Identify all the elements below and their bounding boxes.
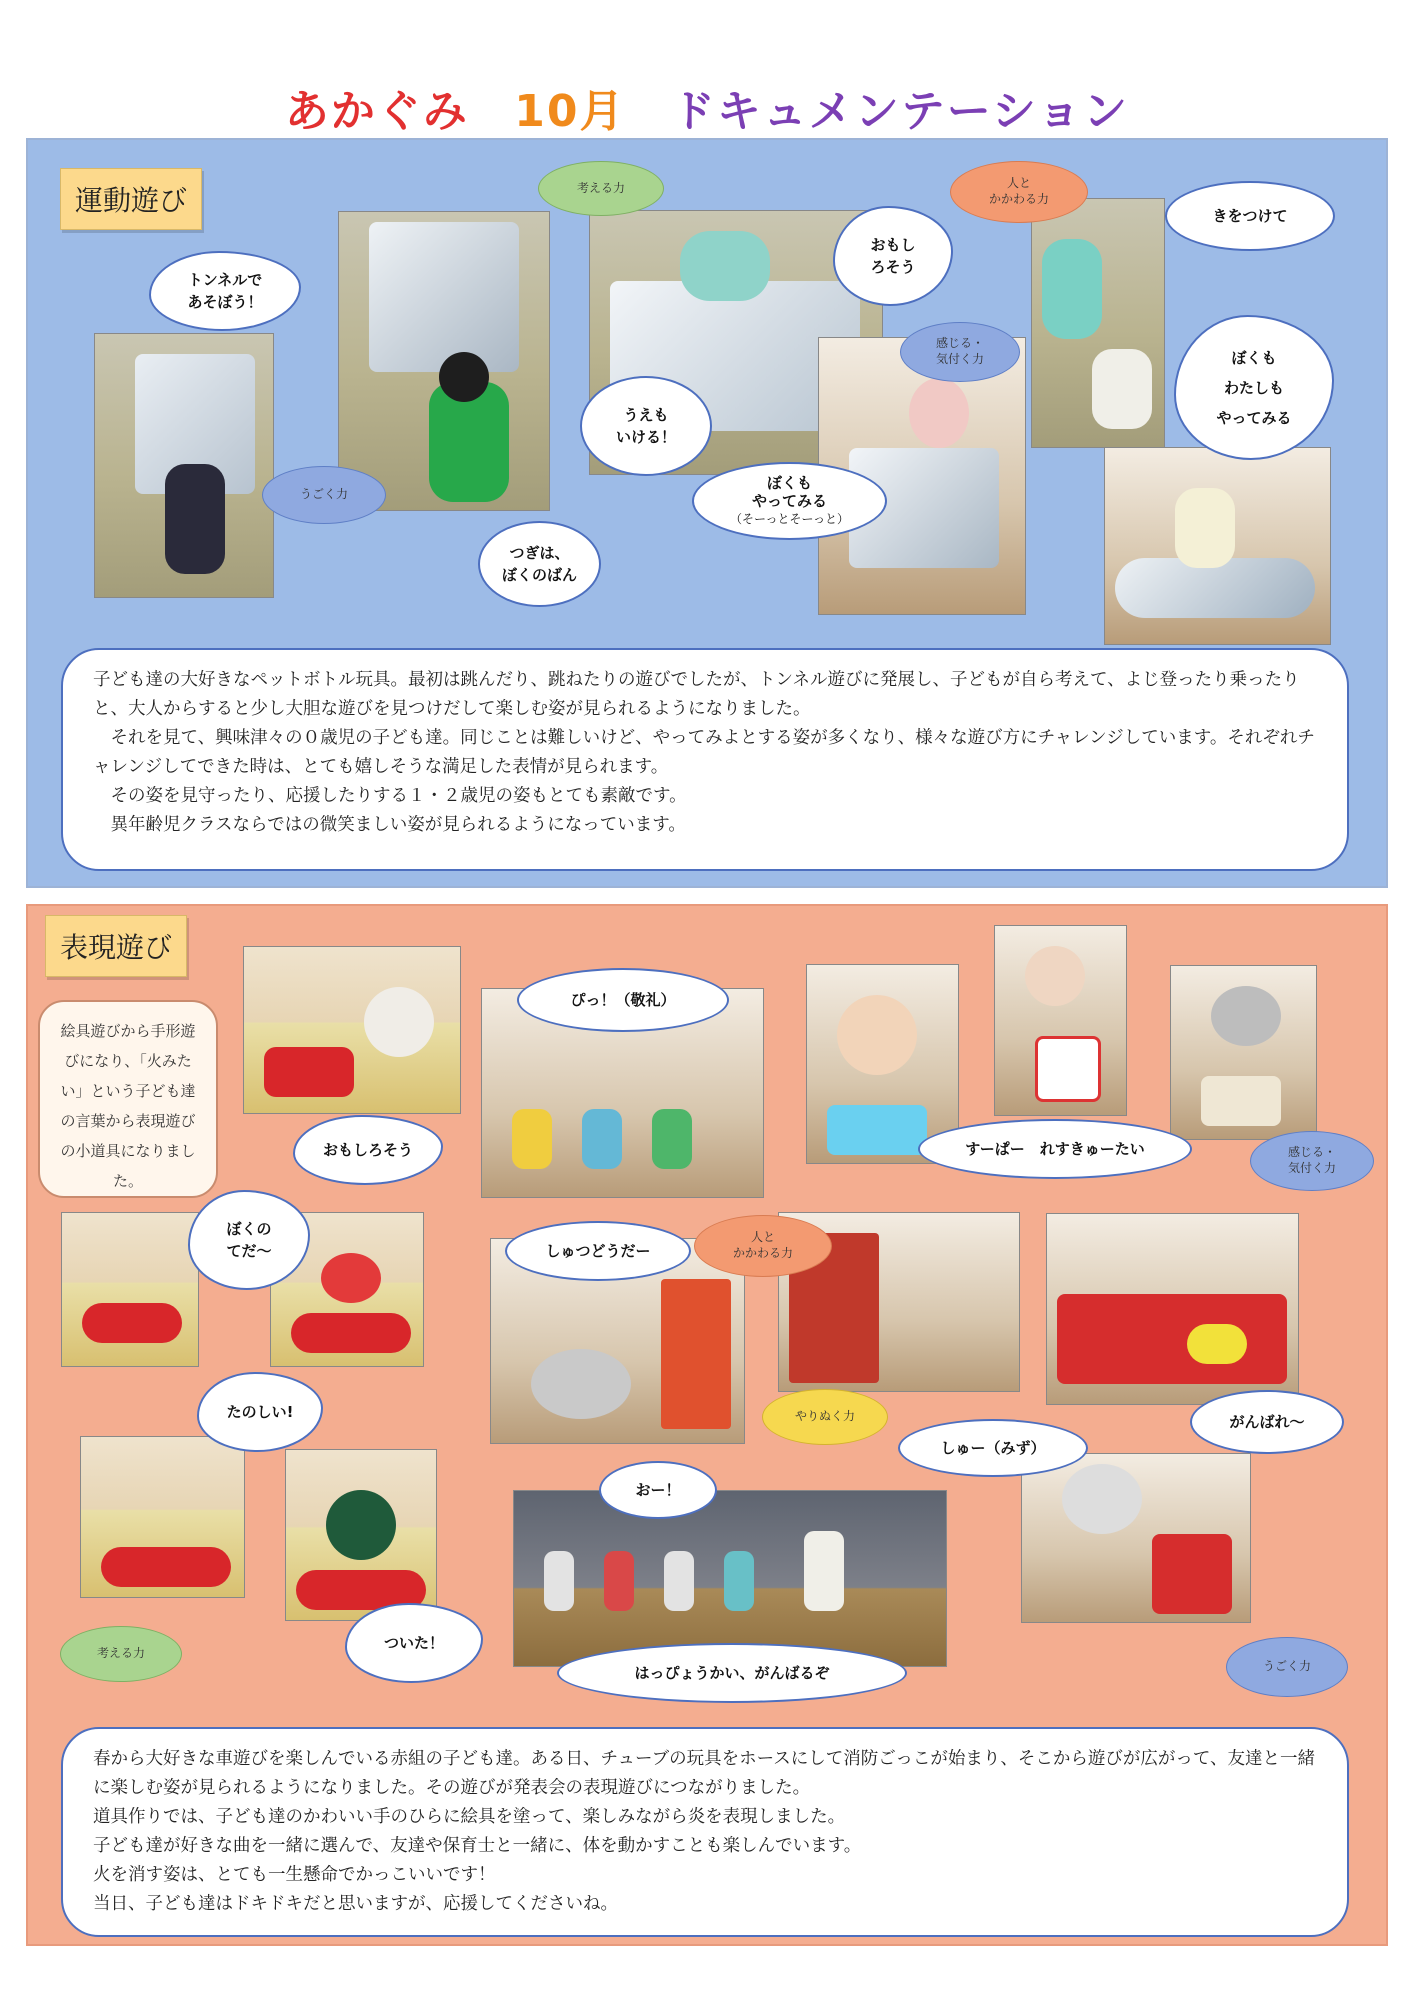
section-exercise-description: [61, 648, 1349, 871]
bubble-text: すーぱー れすきゅーたい: [965, 1139, 1145, 1158]
page-title: [0, 75, 1414, 139]
section-heading-exercise: 運動遊び: [60, 168, 202, 230]
description-paragraph: 子ども達の大好きなペットボトル玩具。最初は跳んだり、跳ねたりの遊びでしたが、トンネル遊びに発展し、子どもが自ら考えて、よじ登ったり乗ったりと、大人からすると少し大胆な遊びを見つけだして楽しむ姿が見られるようになりました。: [93, 670, 1300, 719]
tag-text: うごく力: [1262, 1659, 1311, 1674]
bubble-text: ついた！: [383, 1633, 444, 1652]
description-paragraph: それを見て、興味津々の０歳児の子ども達。同じことは難しいけど、やってみよとする姿が多くなり、様々な遊び方にチャレンジしています。それぞれチャレンジしてできた時は、とても嬉しそうな満足した表情が見られます。: [93, 728, 1315, 777]
bubble-text: はっぴょうかい、がんばるぞ: [634, 1663, 830, 1682]
photo-fire-truck-box: [994, 925, 1127, 1116]
bubble-text: うえも いける！: [615, 405, 676, 446]
photo-hose-spray: [1021, 1453, 1251, 1623]
photo-careful: [1031, 198, 1165, 448]
title-month: 10月: [514, 86, 626, 137]
photo-fire-truck-ride: [1046, 1213, 1299, 1405]
photo-handprint-boy: [61, 1212, 199, 1367]
tag-text: 人と かかわる力: [988, 176, 1049, 206]
tag-text: やりぬく力: [794, 1409, 855, 1424]
tag-text: 感じる・ 気付く力: [935, 336, 984, 366]
description-paragraph: その姿を見守ったり、応援したりする１・２歳児の姿もとても素敵です。: [110, 786, 687, 806]
photo-tunnel-crawl: [94, 333, 274, 598]
speech-bubble-my-turn: [478, 521, 601, 607]
skill-tag-relating-2: [694, 1215, 832, 1277]
skill-tag-moving-2: [1226, 1637, 1348, 1697]
photo-bottle-ring: [1104, 447, 1331, 645]
bubble-text: ぴっ！（敬礼）: [570, 990, 676, 1009]
speech-bubble-ooh: [599, 1461, 717, 1519]
photo-red-paint: [243, 946, 461, 1114]
tag-text: 考える力: [96, 1646, 145, 1661]
bubble-text: ぼくも わたしも やってみる: [1216, 348, 1292, 427]
bubble-text: たのしい!: [226, 1402, 294, 1421]
description-paragraph: 道具作りでは、子ども達のかわいい手のひらに絵具を塗って、楽しみながら炎を表現しました。: [93, 1807, 846, 1827]
photo-handprint-paper: [80, 1436, 245, 1598]
bubble-text: おー！: [635, 1480, 681, 1499]
photo-tunnel-wait: [338, 211, 550, 511]
bubble-text: ぼくも やってみる: [751, 474, 827, 510]
photo-handprint-green-shirt: [285, 1449, 437, 1621]
bubble-text: つぎは、 ぼくのばん: [501, 543, 577, 584]
skill-tag-sensing-2: [1250, 1131, 1374, 1191]
speech-bubble-water: [898, 1419, 1088, 1477]
description-paragraph: 異年齢児クラスならではの微笑ましい姿が見られるようになっています。: [110, 815, 686, 835]
bubble-text: トンネルで あそぼう！: [187, 270, 263, 311]
section-expression-description: [61, 1727, 1349, 1937]
bubble-text: おもしろそう: [322, 1140, 413, 1159]
speech-bubble-i-will-try: [692, 462, 887, 540]
speech-bubble-be-careful: [1165, 181, 1335, 251]
tag-text: 考える力: [576, 180, 625, 195]
skill-tag-relating: [950, 161, 1088, 223]
speech-bubble-salute: [517, 968, 729, 1032]
title-class-name: あかぐみ: [284, 86, 469, 137]
side-note-handprint: 絵具遊びから手形遊びになり、「火みたい」という子ども達の言葉から表現遊びの小道具になりました。: [38, 1000, 218, 1198]
skill-tag-sensing: [900, 322, 1020, 382]
bubble-text: おもし ろそう: [870, 235, 916, 276]
bubble-text: しゅー（みず）: [940, 1438, 1046, 1457]
speech-bubble-recital: [557, 1643, 907, 1703]
title-documentation: ドキュメンテーション: [670, 86, 1130, 137]
bubble-text: しゅつどうだー: [545, 1241, 651, 1260]
bubble-text: ぼくの てだ～: [226, 1219, 272, 1260]
skill-tag-thinking-2: [60, 1626, 182, 1682]
section-heading-expression: 表現遊び: [45, 915, 187, 977]
speech-bubble-go-for-it: [1190, 1390, 1344, 1454]
skill-tag-moving: [262, 466, 386, 524]
bubble-text: きをつけて: [1212, 206, 1288, 225]
description-paragraph: 当日、子ども達はドキドキだと思いますが、応援してくださいね。: [93, 1894, 618, 1914]
skill-tag-persistence: [762, 1389, 888, 1445]
skill-tag-thinking: [538, 161, 664, 216]
bubble-text: がんばれ～: [1229, 1412, 1305, 1431]
photo-stage-performance: [513, 1490, 947, 1667]
speech-bubble-can-go-up: [580, 376, 712, 476]
description-paragraph: 子ども達が好きな曲を一緒に選んで、友達や保育士と一緒に、体を動かすことも楽しんでいます。: [93, 1836, 862, 1856]
tag-text: うごく力: [299, 487, 348, 502]
photo-helmet-child: [1170, 965, 1317, 1140]
speech-bubble-super-rescue: [918, 1119, 1192, 1179]
description-paragraph: 火を消す姿は、とても一生懸命でかっこいいです！: [93, 1865, 496, 1885]
description-paragraph: 春から大好きな車遊びを楽しんでいる赤組の子ども達。ある日、チューブの玩具をホースにして消防ごっこが始まり、そこから遊びが広がって、友達と一緒に楽しむ姿が見られるようになりました。その遊びが発表会の表現遊びにつながりました。: [93, 1749, 1316, 1798]
tag-text: 感じる・ 気付く力: [1287, 1145, 1336, 1175]
bubble-subtext: （そーっとそーっと）: [729, 512, 850, 526]
tag-text: 人と かかわる力: [732, 1230, 793, 1260]
speech-bubble-dispatch: [505, 1221, 691, 1281]
